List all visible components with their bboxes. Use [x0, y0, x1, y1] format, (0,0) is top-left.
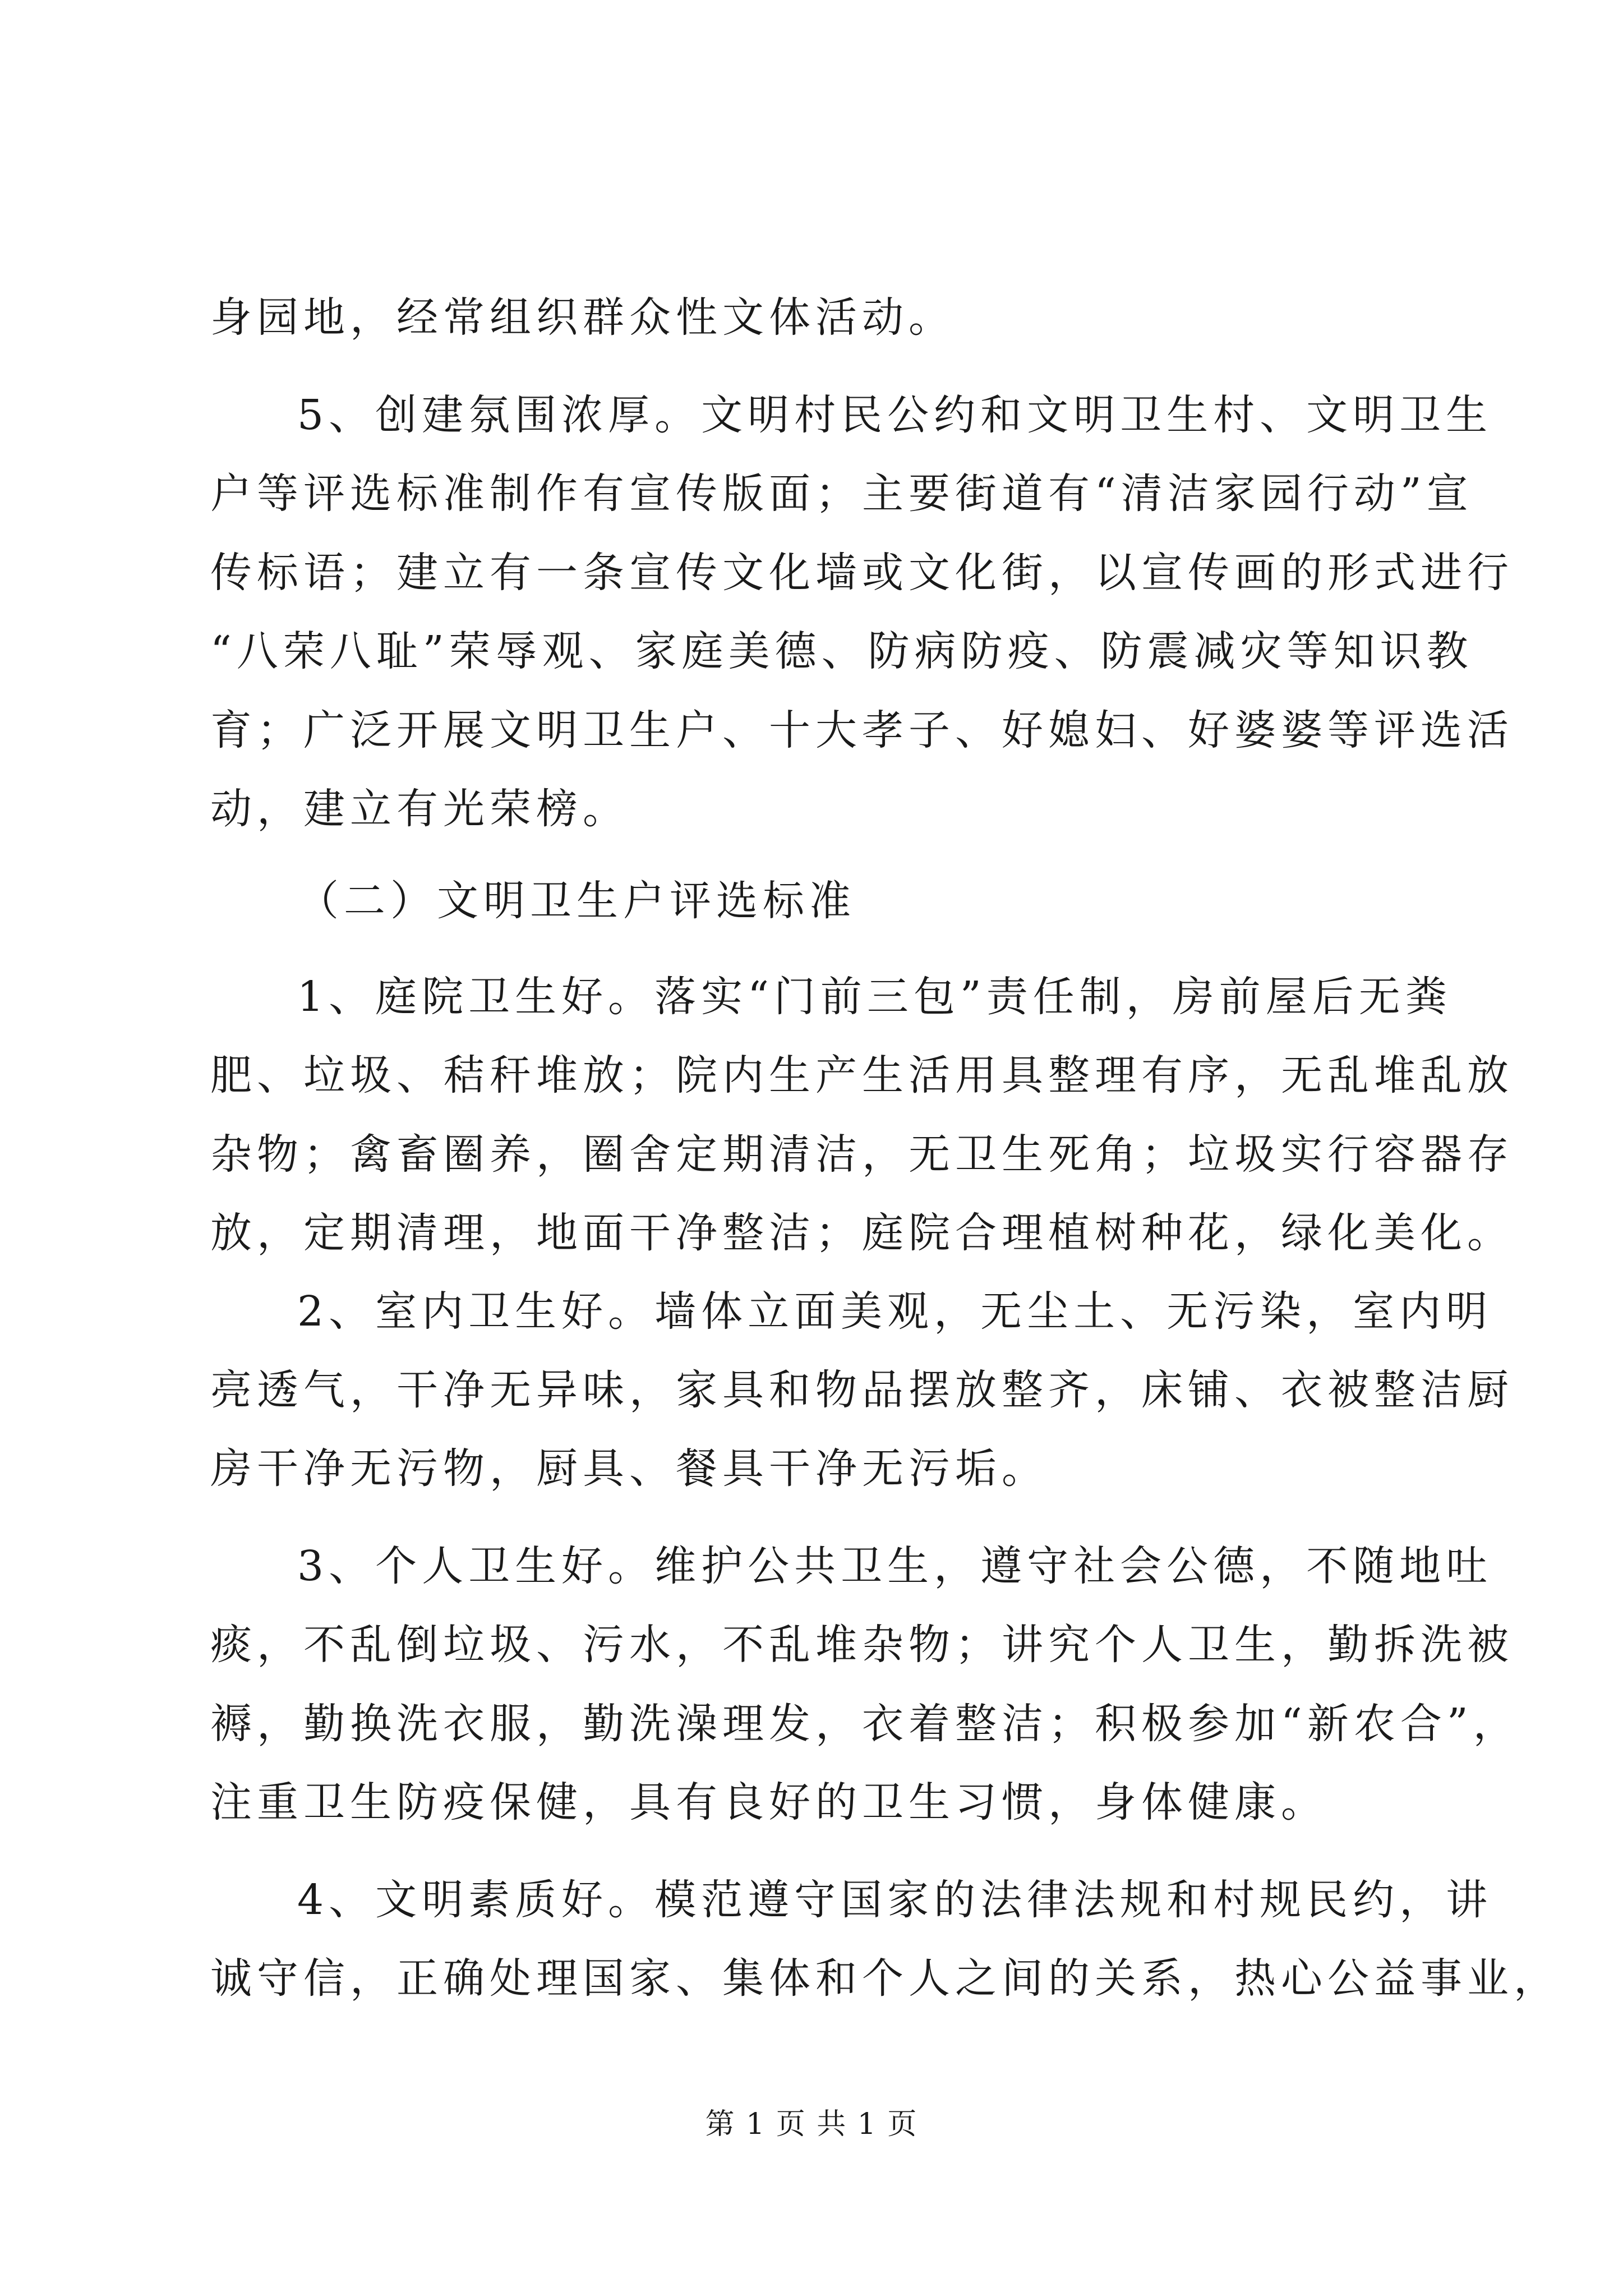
text-line: “八荣八耻”荣辱观、家庭美德、防病防疫、防震减灾等知识教 — [210, 627, 1473, 675]
text-line: 5、创建氛围浓厚。文明村民公约和文明卫生村、文明卫生 — [297, 391, 1493, 439]
text-line: 诚守信，正确处理国家、集体和个人之间的关系，热心公益事业， — [210, 1954, 1560, 2003]
text-line: 2、室内卫生好。墙体立面美观，无尘土、无污染，室内明 — [297, 1287, 1493, 1336]
text-line: 亮透气，干净无异味，家具和物品摆放整齐，床铺、衣被整洁厨 — [210, 1366, 1514, 1414]
text-line: 杂物；禽畜圈养，圈舍定期清洁，无卫生死角；垃圾实行容器存 — [210, 1130, 1514, 1179]
text-line: 痰，不乱倒垃圾、污水，不乱堆杂物；讲究个人卫生，勤拆洗被 — [210, 1621, 1514, 1669]
text-line: 房干净无污物，厨具、餐具干净无污垢。 — [210, 1444, 1048, 1493]
text-line: 3、个人卫生好。维护公共卫生，遵守社会公德，不随地吐 — [297, 1542, 1493, 1590]
page-number: 第 1 页 共 1 页 — [705, 2108, 918, 2141]
text-line: 动，建立有光荣榜。 — [210, 785, 629, 833]
section-heading: （二）文明卫生户评选标准 — [297, 877, 856, 925]
text-line: 褥，勤换洗衣服，勤洗澡理发，衣着整洁；积极参加“新农合”， — [210, 1700, 1520, 1748]
text-line: 肥、垃圾、秸秆堆放；院内生产生活用具整理有序，无乱堆乱放 — [210, 1051, 1514, 1099]
text-line: 放，定期清理，地面干净整洁；庭院合理植树种花，绿化美化。 — [210, 1209, 1514, 1257]
text-line: 4、文明素质好。模范遵守国家的法律法规和村规民约，讲 — [297, 1876, 1493, 1924]
text-line: 户等评选标准制作有宣传版面；主要街道有“清洁家园行动”宣 — [210, 470, 1473, 518]
text-line: 1、庭院卫生好。落实“门前三包”责任制，房前屋后无粪 — [297, 973, 1452, 1021]
text-line: 注重卫生防疫保健，具有良好的卫生习惯，身体健康。 — [210, 1778, 1327, 1826]
text-line: 身园地，经常组织群众性文体活动。 — [210, 293, 955, 342]
text-line: 育；广泛开展文明卫生户、十大孝子、好媳妇、好婆婆等评选活 — [210, 706, 1514, 754]
text-line: 传标语；建立有一条宣传文化墙或文化街，以宣传画的形式进行 — [210, 549, 1514, 597]
